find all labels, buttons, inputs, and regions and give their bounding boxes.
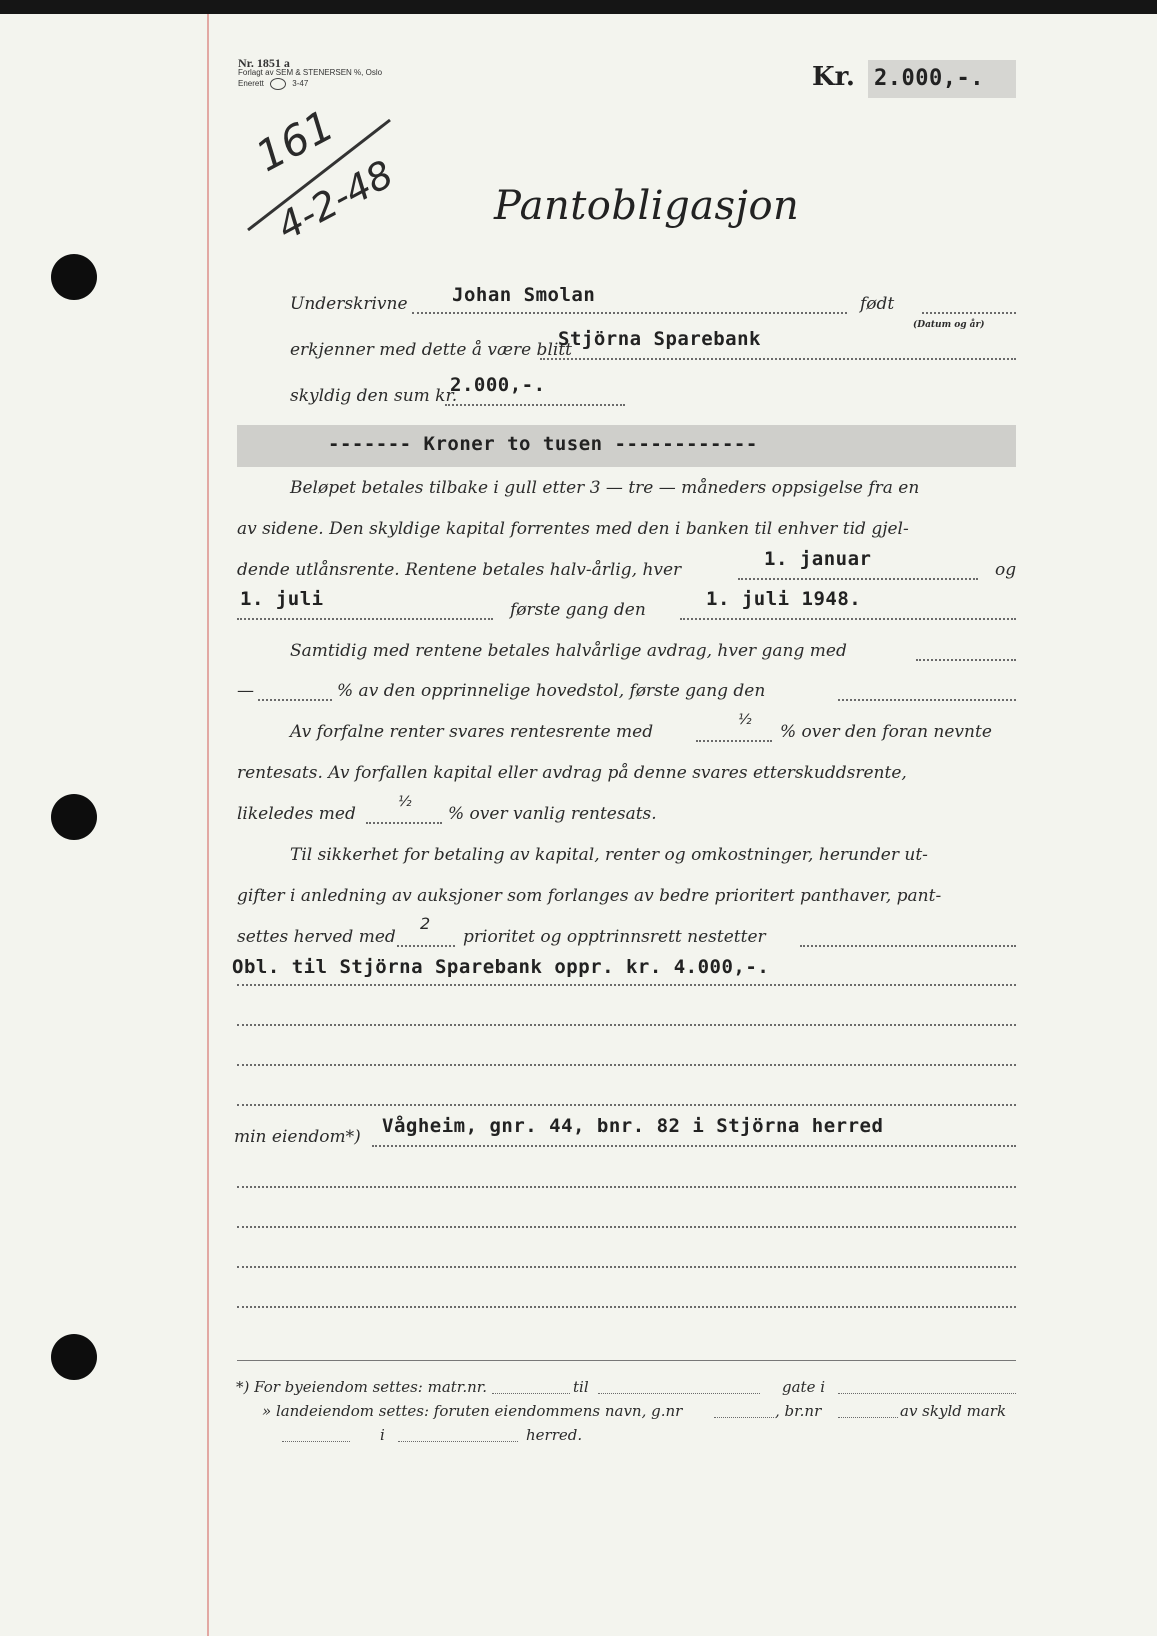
- acknowledge-label: erkjenner med dette å være blitt: [290, 340, 572, 360]
- dotted-line: [237, 984, 1016, 986]
- dotted-line: [922, 312, 1016, 314]
- debtor-name: Johan Smolan: [452, 284, 596, 306]
- dotted-line: [412, 312, 847, 314]
- dotted-line: [540, 358, 1016, 360]
- born-label: født: [860, 294, 895, 314]
- handwritten-date: 4-2-48: [270, 151, 401, 249]
- property-label: min eiendom*): [234, 1127, 361, 1147]
- interest-date-2: 1. juli: [240, 588, 324, 610]
- dotted-line: [916, 659, 1016, 661]
- seal-icon: [270, 78, 286, 90]
- dotted-line: [237, 1024, 1016, 1026]
- dash: —: [237, 681, 254, 701]
- first-time-label: første gang den: [510, 600, 646, 620]
- dotted-line: [282, 1441, 350, 1442]
- undersigned-label: Underskrivne: [290, 294, 408, 314]
- publisher: Forlagt av SEM & STENERSEN %, Oslo: [238, 68, 383, 77]
- dotted-line: [397, 945, 455, 947]
- overdue-interest-rate: ½: [398, 794, 412, 810]
- footnote-line: , br.nr: [775, 1402, 822, 1420]
- creditor-name: Stjörna Sparebank: [558, 328, 761, 350]
- footnote-line: gate i: [782, 1378, 826, 1396]
- dotted-line: [714, 1417, 774, 1418]
- born-note: (Datum og år): [913, 320, 985, 330]
- dotted-line: [492, 1393, 570, 1394]
- sum-value: 2.000,-.: [450, 374, 546, 396]
- dotted-line: [237, 618, 493, 620]
- footnote-line: herred.: [526, 1426, 583, 1444]
- og-label: og: [995, 560, 1017, 580]
- dotted-line: [237, 1266, 1016, 1268]
- dotted-line: [598, 1393, 760, 1394]
- footnote-line: i: [380, 1426, 385, 1444]
- terms-line: dende utlånsrente. Rentene betales halv-årlig, hver: [237, 560, 682, 580]
- terms-line: Beløpet betales tilbake i gull etter 3 — tre — måneders oppsigelse fra en: [290, 478, 920, 498]
- punch-hole: [51, 254, 97, 300]
- amount-label: Kr.: [812, 62, 855, 92]
- dotted-line: [372, 1145, 1016, 1147]
- handwritten-slash: [240, 115, 400, 235]
- date-code: 3-47: [292, 79, 309, 89]
- terms-line: av sidene. Den skyldige kapital forrentes med den i banken til enhver tid gjel-: [237, 519, 909, 539]
- terms-line: % over vanlig rentesats.: [448, 804, 657, 824]
- terms-line: prioritet og opptrinnsrett nestetter: [463, 927, 766, 947]
- punch-hole: [51, 1334, 97, 1380]
- handwritten-record-number: 161: [248, 100, 342, 182]
- scan-border: [0, 0, 1157, 14]
- dotted-line: [696, 740, 772, 742]
- dotted-line: [680, 618, 1016, 620]
- priority-number: 2: [420, 914, 431, 933]
- interest-date-1: 1. januar: [764, 548, 872, 570]
- punch-hole: [51, 794, 97, 840]
- terms-line: Til sikkerhet for betaling av kapital, renter og omkostninger, herunder ut-: [290, 845, 928, 865]
- form-number: Nr. 1851 a: [238, 56, 290, 70]
- dotted-line: [398, 1441, 518, 1442]
- footnote-line: » landeiendom settes: foruten eiendommens navn, g.nr: [262, 1402, 683, 1420]
- document-title: Pantobligasjon: [494, 183, 800, 229]
- terms-line: rentesats. Av forfallen kapital eller avdrag på denne svares etterskuddsrente,: [237, 763, 907, 783]
- dotted-line: [258, 699, 332, 701]
- rights: Enerett: [238, 79, 264, 89]
- property-description: Vågheim, gnr. 44, bnr. 82 i Stjörna herred: [382, 1115, 884, 1137]
- footnote-line: til: [573, 1378, 589, 1396]
- dotted-line: [237, 1306, 1016, 1308]
- dotted-line: [445, 404, 625, 406]
- dotted-line: [838, 699, 1016, 701]
- terms-line: Samtidig med rentene betales halvårlige avdrag, hver gang med: [290, 641, 847, 661]
- terms-line: % over den foran nevnte: [780, 722, 992, 742]
- amount-words: ------- Kroner to tusen ------------: [328, 433, 758, 455]
- dotted-line: [237, 1104, 1016, 1106]
- footnote-rule: [237, 1360, 1016, 1361]
- terms-line: % av den opprinnelige hovedstol, første gang den: [337, 681, 766, 701]
- terms-line: settes herved med: [237, 927, 396, 947]
- dotted-line: [237, 1064, 1016, 1066]
- first-date: 1. juli 1948.: [706, 588, 862, 610]
- dotted-line: [366, 822, 442, 824]
- default-interest-rate: ½: [738, 712, 752, 728]
- dotted-line: [838, 1417, 898, 1418]
- dotted-line: [738, 578, 978, 580]
- dotted-line: [800, 945, 1016, 947]
- prior-obligation: Obl. til Stjörna Sparebank oppr. kr. 4.000,-.: [232, 956, 770, 978]
- terms-line: likeledes med: [237, 804, 356, 824]
- terms-line: Av forfalne renter svares rentesrente med: [290, 722, 654, 742]
- margin-line: [207, 14, 209, 1636]
- printer-imprint: [238, 58, 382, 90]
- dotted-line: [237, 1226, 1016, 1228]
- terms-line: gifter i anledning av auksjoner som forlanges av bedre prioritert panthaver, pant-: [237, 886, 942, 906]
- owed-label: skyldig den sum kr.: [290, 386, 458, 406]
- footnote-line: av skyld mark: [900, 1402, 1007, 1420]
- dotted-line: [237, 1186, 1016, 1188]
- footnote-line: *) For byeiendom settes: matr.nr.: [236, 1378, 488, 1396]
- dotted-line: [838, 1393, 1016, 1394]
- amount-value: 2.000,-.: [874, 66, 984, 91]
